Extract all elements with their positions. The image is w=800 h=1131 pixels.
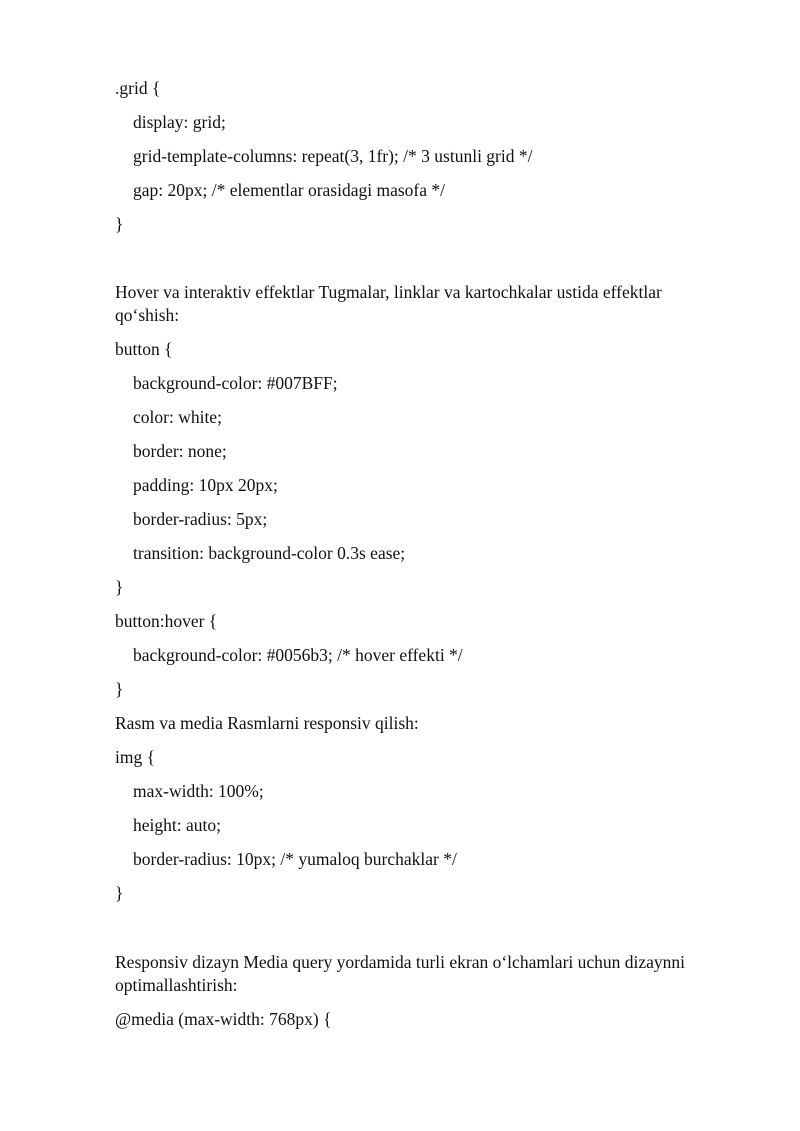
responsive-section-paragraph-line1: Responsiv dizayn Media query yordamida turli ekran o‘lchamlari uchun dizaynni	[115, 952, 686, 972]
button-color-line: color: white;	[133, 407, 222, 427]
img-maxwidth-line: max-width: 100%;	[133, 781, 264, 801]
button-padding-line: padding: 10px 20px;	[133, 475, 278, 495]
button-bg-line: background-color: #007BFF;	[133, 373, 338, 393]
hover-section-paragraph-line2: qo‘shish:	[115, 305, 180, 325]
img-radius-line: border-radius: 10px; /* yumaloq burchaklar */	[133, 849, 457, 869]
responsive-section-paragraph-line2: optimallashtirish:	[115, 975, 238, 995]
media-section-paragraph: Rasm va media Rasmlarni responsiv qilish:	[115, 713, 419, 733]
grid-close-brace: }	[115, 214, 124, 234]
grid-gap-line: gap: 20px; /* elementlar orasidagi masofa */	[133, 180, 445, 200]
media-query-open-line: @media (max-width: 768px) {	[115, 1009, 332, 1029]
img-close-brace: }	[115, 883, 124, 903]
button-hover-close-brace: }	[115, 679, 124, 699]
button-transition-line: transition: background-color 0.3s ease;	[133, 543, 406, 563]
img-selector-line: img {	[115, 747, 155, 767]
button-hover-selector-line: button:hover {	[115, 611, 218, 631]
grid-selector-line: .grid {	[115, 78, 161, 98]
button-selector-line: button {	[115, 339, 173, 359]
grid-display-line: display: grid;	[133, 112, 226, 132]
button-hover-bg-line: background-color: #0056b3; /* hover effekti */	[133, 645, 463, 665]
button-close-brace: }	[115, 577, 124, 597]
hover-section-paragraph-line1: Hover va interaktiv effektlar Tugmalar, linklar va kartochkalar ustida effektlar	[115, 282, 662, 302]
button-border-line: border: none;	[133, 441, 227, 461]
grid-columns-line: grid-template-columns: repeat(3, 1fr); /* 3 ustunli grid */	[133, 146, 533, 166]
button-radius-line: border-radius: 5px;	[133, 509, 268, 529]
img-height-line: height: auto;	[133, 815, 221, 835]
